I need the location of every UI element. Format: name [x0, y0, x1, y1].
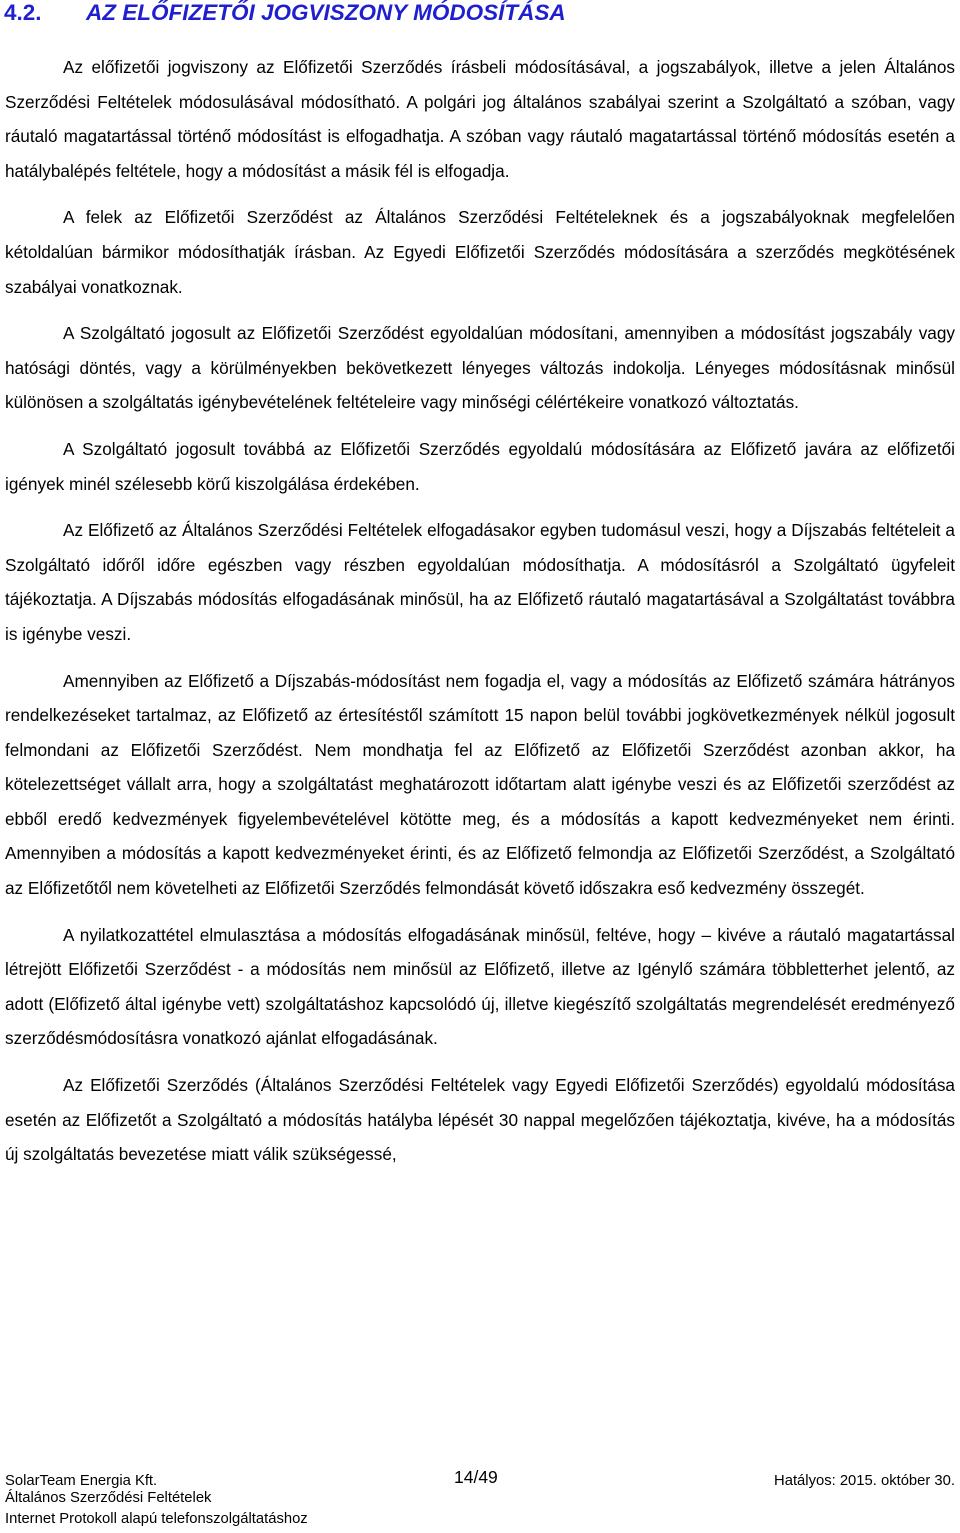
paragraph: A felek az Előfizetői Szerződést az Általános Szerződési Feltételeknek és a jogszabályoknak megfelelően kétoldalúan bármikor módosíthatják írásban. Az Egyedi Előfizetői Szerződés módosítására a szerződés megkötésének szabályai vonatkoznak. — [5, 207, 955, 297]
footer-page-number: 14/49 — [454, 1467, 498, 1487]
paragraph: Az Előfizető az Általános Szerződési Feltételek elfogadásakor egyben tudomásul veszi, hogy a Díjszabás feltételeit a Szolgáltató időről időre egészben vagy részben egyoldalúan módosíthatja. A módosításról a Szolgáltató ügyfeleit tájékoztatja. A Díjszabás módosítás elfogadásának minősül, ha az Előfizető ráutaló magatartásával a Szolgáltatást továbbra is igénybe veszi. — [5, 520, 955, 644]
paragraph: Az előfizetői jogviszony az Előfizetői Szerződés írásbeli módosításával, a jogszabályok, illetve a jelen Általános Szerződési Feltételek módosulásával módosítható. A polgári jog általános szabályai szerint a Szolgáltató a szóban, vagy ráutaló magatartással történő módosítást is elfogadhatja. A szóban vagy ráutaló magatartással történő módosítás esetén a hatálybalépés feltétele, hogy a módosítást a másik fél is elfogadja. — [5, 57, 955, 181]
footer-document-subtitle: Internet Protokoll alapú telefonszolgáltatáshoz — [5, 1511, 308, 1527]
paragraph: Amennyiben az Előfizető a Díjszabás-módosítást nem fogadja el, vagy a módosítás az Előfizető számára hátrányos rendelkezéseket tartalmaz, az Előfizető az értesítéstől számított 15 napon belül további jogkövetkezmények nélkül jogosult felmondani az Előfizetői Szerződést. Nem mondhatja fel az Előfizető az Előfizetői Szerződést azonban akkor, ha kötelezettséget vállalt arra, hogy a szolgáltatást meghatározott időtartam alatt igénybe veszi és az Előfizetői szerződést az ebből eredő kedvezmények figyelembevételével kötötte meg, és a módosítás a kapott kedvezményeket nem érinti. Amennyiben a módosítás a kapott kedvezményeket érinti, és az Előfizető felmondja az Előfizetői Szerződést, a Szolgáltató az Előfizetőtől nem követelheti az Előfizetői Szerződés felmondását követő időszakra eső kedvezmény összegét. — [5, 670, 955, 899]
paragraph: A Szolgáltató jogosult továbbá az Előfizetői Szerződés egyoldalú módosítására az Előfizető javára az előfizetői igények minél szélesebb körű kiszolgálása érdekében. — [5, 438, 955, 494]
paragraph: A Szolgáltató jogosult az Előfizetői Szerződést egyoldalúan módosítani, amennyiben a módosítást jogszabály vagy hatósági döntés, vagy a körülményekben bekövetkezett lényeges változás indokolja. Lényeges módosításnak minősül különösen a szolgáltatás igénybevételének feltételeire vagy minőségi célértékeire vonatkozó változtatás. — [5, 323, 955, 413]
section-title: AZ ELŐFIZETŐI JOGVISZONY MÓDOSÍTÁSA — [86, 0, 566, 25]
section-body — [5, 50, 955, 1184]
page-footer — [5, 1467, 955, 1530]
paragraph: A nyilatkozattétel elmulasztása a módosítás elfogadásának minősül, feltéve, hogy – kivéve a ráutaló magatartással létrejött Előfizetői Szerződést - a módosítás nem minősül az Előfizető, illetve az Igénylő számára többletterhet jelentő, az adott (Előfizető által igénybe vett) szolgáltatáshoz kapcsolódó új, illetve kiegészítő szolgáltatás megrendelését eredményező szerződésmódosításra vonatkozó ajánlat elfogadásának. — [5, 924, 955, 1049]
footer-company: SolarTeam Energia Kft. — [5, 1473, 158, 1489]
section-heading — [4, 0, 566, 28]
section-number: 4.2. — [4, 0, 42, 25]
footer-effective-date: Hatályos: 2015. október 30. — [774, 1473, 955, 1489]
footer-document-title: Általános Szerződési Feltételek — [5, 1490, 212, 1506]
paragraph: Az Előfizetői Szerződés (Általános Szerződési Feltételek vagy Egyedi Előfizetői Szerződés) egyoldalú módosítása esetén az Előfizetőt a Szolgáltató a módosítás hatályba lépését 30 nappal megelőzően tájékoztatja, kivéve, ha a módosítás új szolgáltatás bevezetése miatt válik szükségessé, — [5, 1075, 955, 1165]
